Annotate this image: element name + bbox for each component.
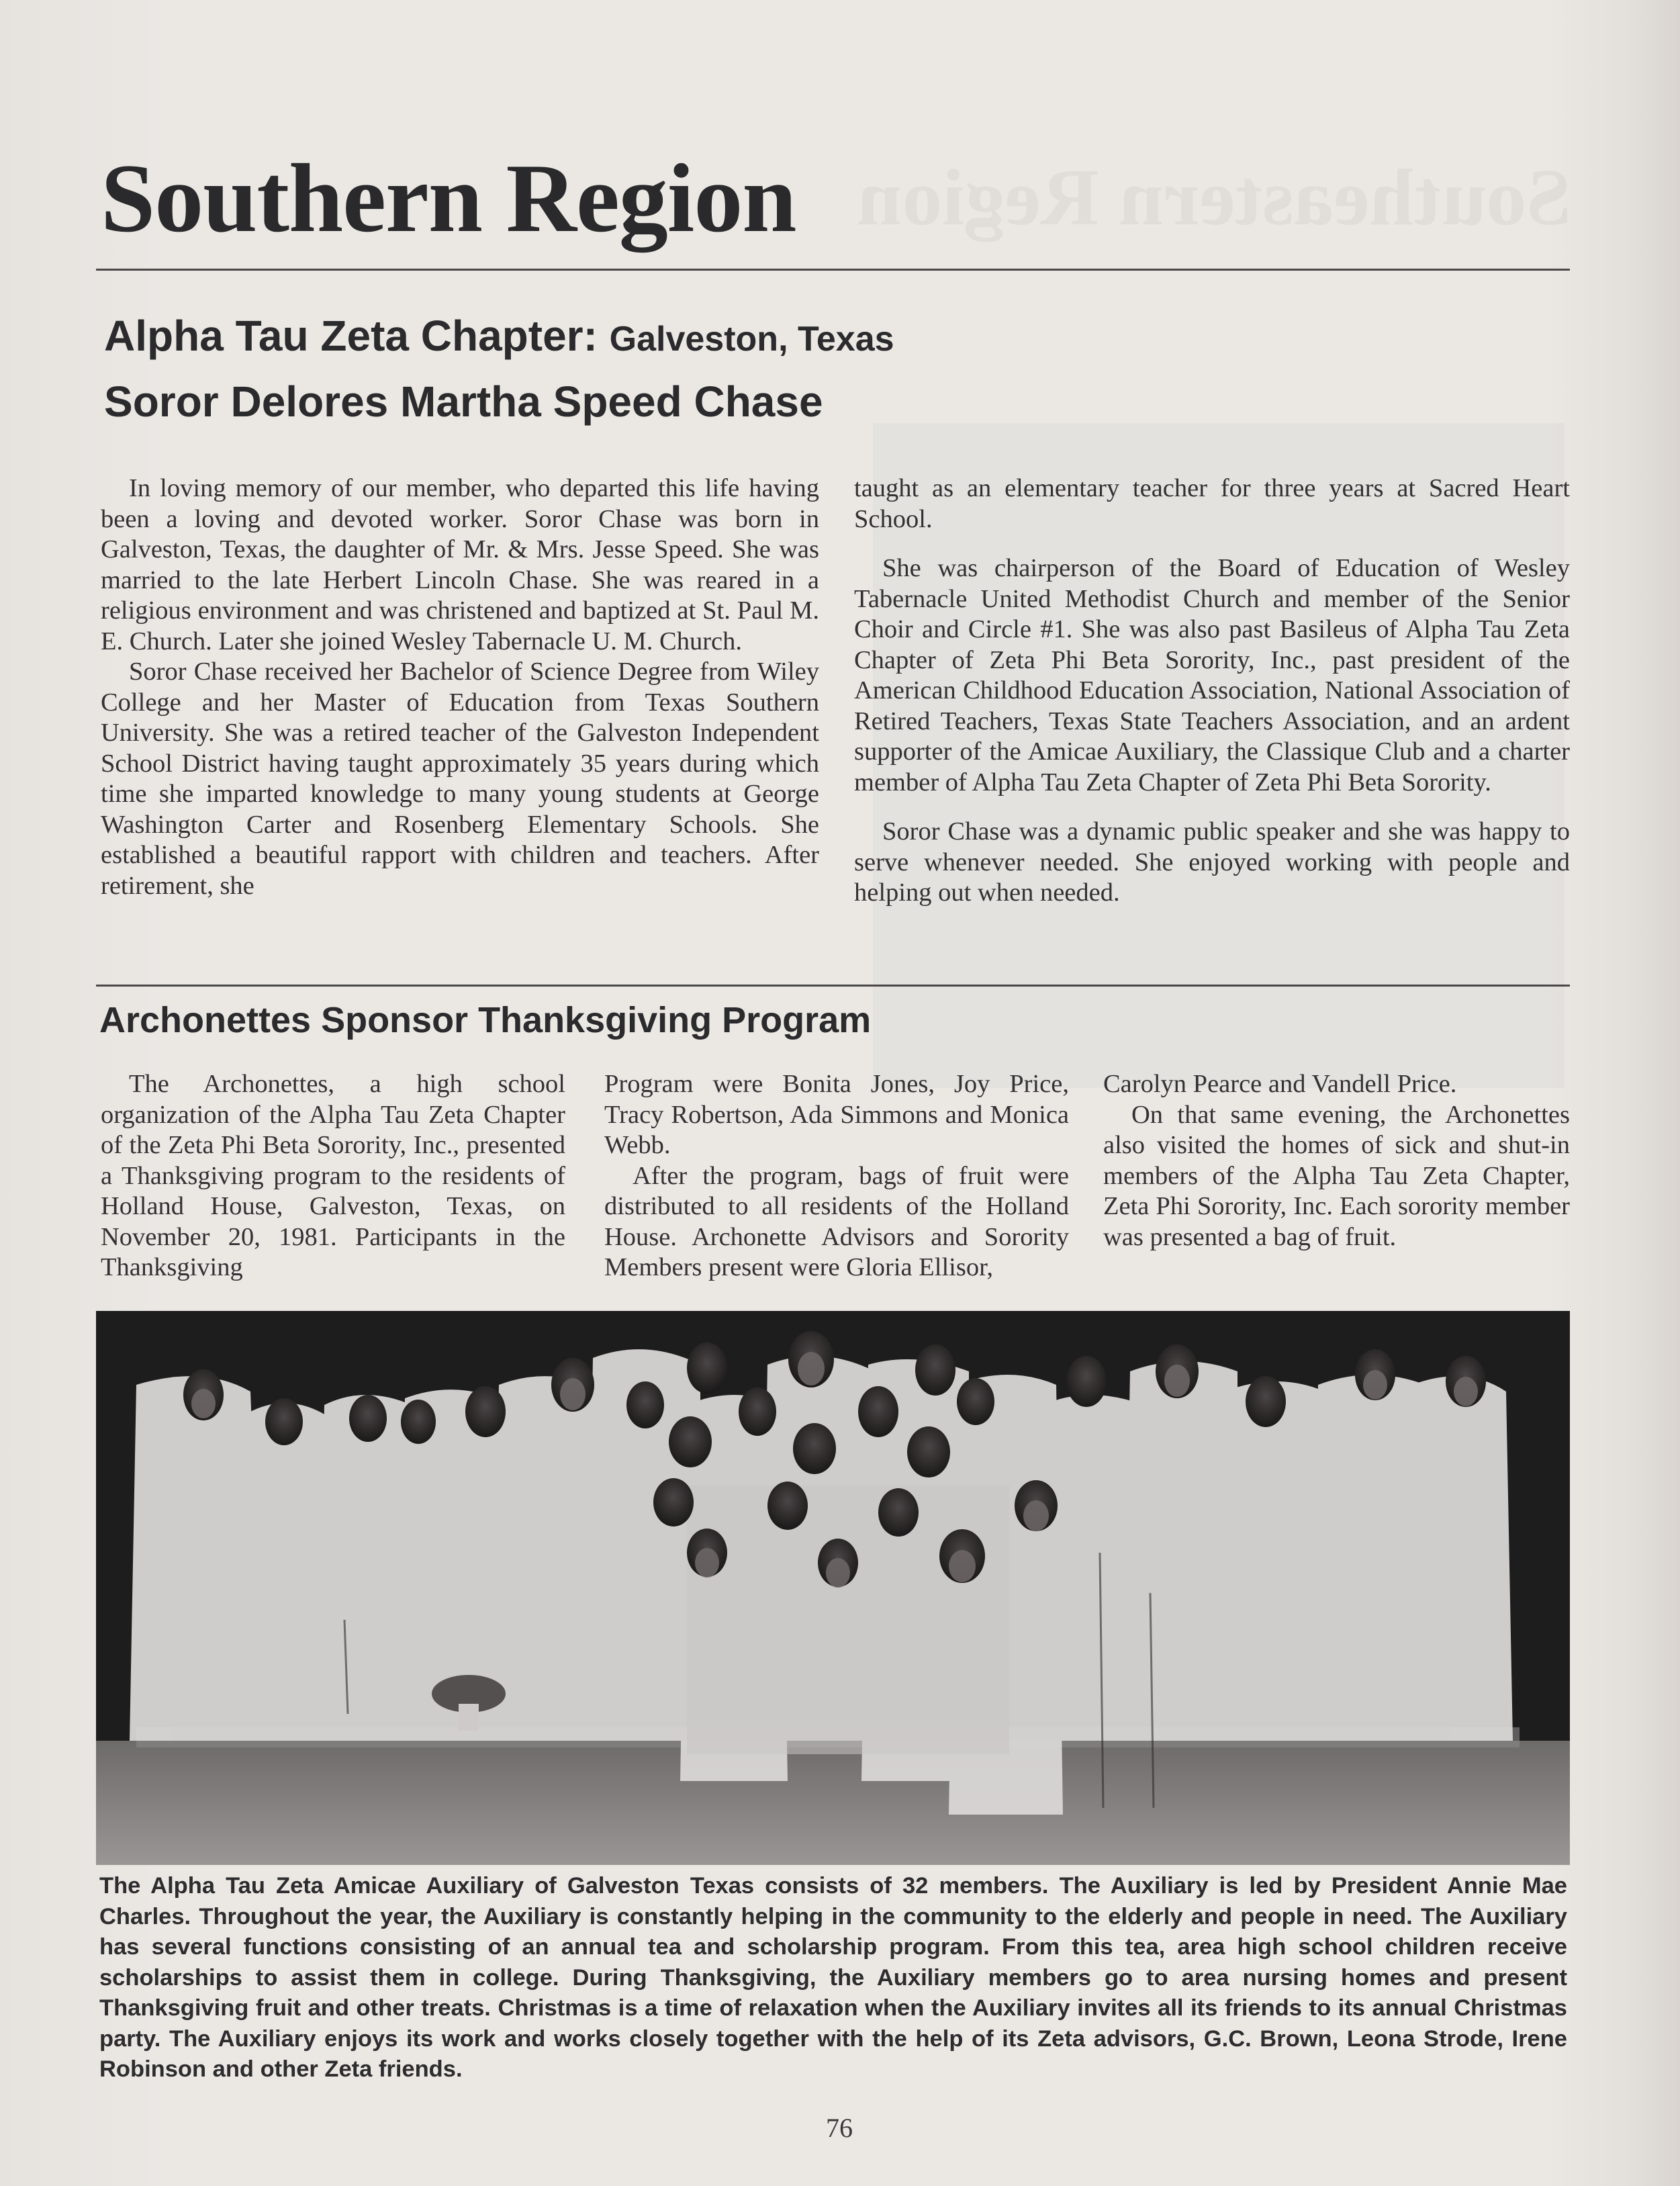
- memorial-paragraph: Soror Chase was a dynamic public speaker and she was happy to serve whenever needed. She enjoyed working with people and helping out when needed.: [854, 817, 1570, 907]
- photo-caption: The Alpha Tau Zeta Amicae Auxiliary of Galveston Texas consists of 32 members. The Auxiliary is led by President Annie Mae Charles. Throughout the year, the Auxiliary is constantly helping in the community to the elderly and people in need. The Auxiliary has several functions consisting of an annual tea and scholarship program. From this tea, area high school children receive scholarships to assist them in college. During Thanksgiving, the Auxiliary members go to area nursing homes and present Thanksgiving fruit and other treats. Christmas is a time of relaxation when the Auxiliary invites all its friends to its annual Christmas party. The Auxiliary enjoys its work and works closely together with the help of its Zeta advisors, G.C. Brown, Leona Strode, Irene Robinson and other Zeta friends.: [99, 1873, 1567, 2082]
- memorial-left-column: [101, 473, 819, 901]
- chapter-location: Galveston, Texas: [609, 320, 894, 359]
- archonettes-column-1: [101, 1069, 565, 1283]
- title-divider: [96, 269, 1570, 271]
- archonettes-paragraph: Program were Bonita Jones, Joy Price, Tracy Robertson, Ada Simmons and Monica Webb.: [604, 1070, 1069, 1159]
- memorial-paragraph: Soror Chase received her Bachelor of Science Degree from Wiley College and her Master of Education from Texas Southern University. She was a retired teacher of the Galveston Independent School District having taught approximately 35 years during which time she imparted knowledge to many young students at George Washington Carter and Rosenberg Elementary Schools. She established a beautiful rapport with children and teachers. After retirement, she: [101, 657, 819, 900]
- group-photo: [96, 1311, 1570, 1865]
- group-photo-illustration: [96, 1311, 1570, 1865]
- show-through-text: Southeastern Region: [857, 152, 1571, 242]
- memorial-paragraph: She was chairperson of the Board of Education of Wesley Tabernacle United Methodist Church and member of the Senior Choir and Circle #1. She was also past Basileus of Alpha Tau Zeta Chapter of Zeta Phi Beta Sorority, Inc., past president of the American Childhood Education Association, National Association of Retired Teachers, Texas State Teachers Association, and an ardent supporter of the Amicae Auxiliary, the Classique Club and a charter member of Alpha Tau Zeta Chapter of Zeta Phi Beta Sorority.: [854, 554, 1570, 796]
- archonettes-paragraph: The Archonettes, a high school organization of the Alpha Tau Zeta Chapter of the Zeta Phi Beta Sorority, Inc., presented a Thanksgiving program to the residents of Holland House, Galveston, Texas, on November 20, 1981. Participants in the Thanksgiving: [101, 1070, 565, 1281]
- archonettes-column-2: [604, 1069, 1069, 1283]
- memorial-paragraph: taught as an elementary teacher for three years at Sacred Heart School.: [854, 474, 1570, 533]
- archonettes-paragraph: Carolyn Pearce and Vandell Price.: [1103, 1070, 1457, 1098]
- memorial-paragraph: In loving memory of our member, who departed this life having been a loving and devoted worker. Soror Chase was born in Galveston, Texas, the daughter of Mr. & Mrs. Jesse Speed. She was married to the late Herbert Lincoln Chase. She was reared in a religious environment and was christened and baptized at St. Paul M. E. Church. Later she joined Wesley Tabernacle U. M. Church.: [101, 474, 819, 655]
- section-divider: [96, 985, 1570, 987]
- archonettes-paragraph: After the program, bags of fruit were distributed to all residents of the Holland House. Archonette Advisors and Sorority Members present were Gloria Ellisor,: [604, 1161, 1069, 1281]
- section-heading: Archonettes Sponsor Thanksgiving Program: [99, 1000, 872, 1040]
- memorial-right-column: [854, 473, 1570, 909]
- archonettes-column-3: [1103, 1069, 1570, 1253]
- archonettes-paragraph: On that same evening, the Archonettes also visited the homes of sick and shut-in members of the Alpha Tau Zeta Chapter, Zeta Phi Sorority, Inc. Each sorority member was presented a bag of fruit.: [1103, 1100, 1570, 1251]
- page-number: 76: [826, 2113, 853, 2143]
- chapter-name: Alpha Tau Zeta Chapter:: [104, 312, 598, 360]
- page-title: Southern Region: [101, 144, 796, 253]
- honoree-name: Soror Delores Martha Speed Chase: [104, 377, 823, 426]
- chapter-heading: [104, 310, 894, 362]
